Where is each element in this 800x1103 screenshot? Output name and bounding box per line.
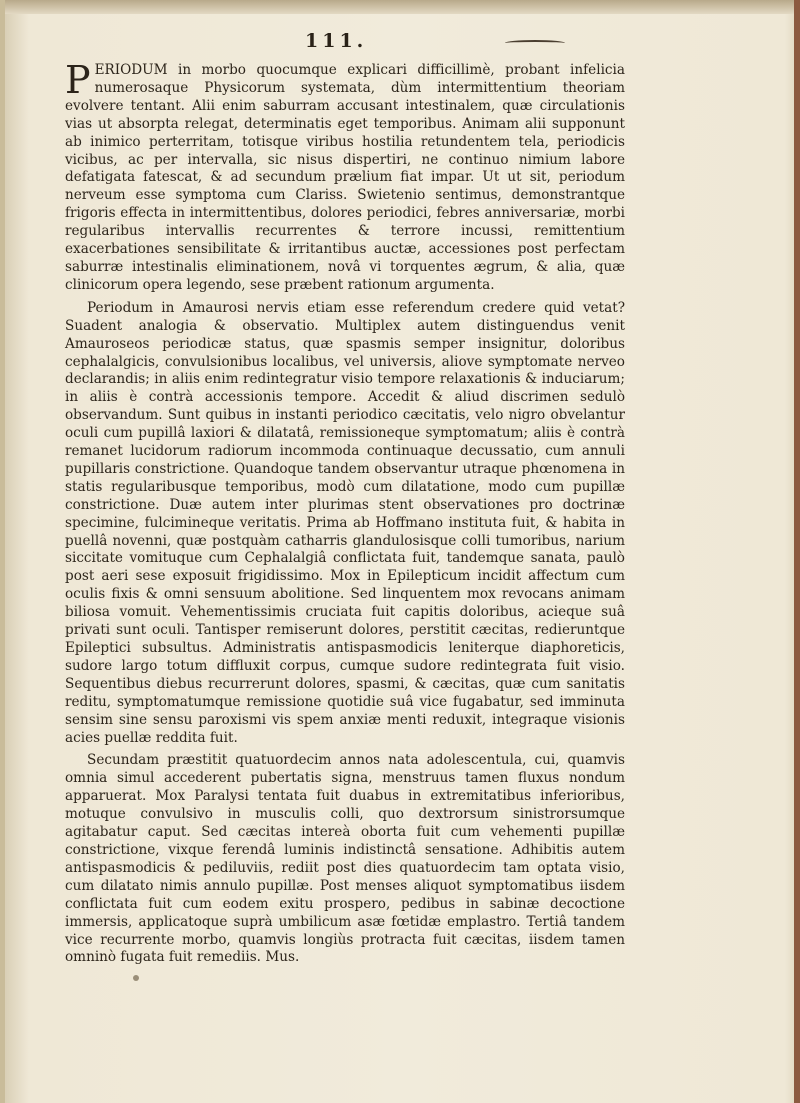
paragraph-1-head: ERIODUM — [94, 62, 168, 78]
drop-capital: P — [65, 58, 91, 102]
paragraph-2: Periodum in Amaurosi nervis etiam esse referendum credere quid vetat? Suadent analogia & observatio. Multiplex autem distinguendus venit Amauroseos periodicæ status, quæ spasmis semper insignitur, doloribus cephalalgicis, convulsionibus localibus, vel universis, aliove symptomate nerveo declarandis; in aliis enim redintegratur visio tempore relaxationis & induciarum; in aliis è contrà accessionis tempore. Accedit & aliud discrimen sedulò observandum. Sunt quibus in instanti periodico cæcitatis, velo nigro obvelantur oculi cum pupillâ laxiori & dilatatâ, remissioneque symptomatum; aliis è contrà remanet lucidorum radiorum incommoda continuaque decussatio, cum annuli pupillaris constrictione. Quandoque tandem observantur utraque phœnomena in statis regularibusque temporibus, modò cum dilatatione, modo cum pupillæ constrictione. Duæ autem inter plurimas stent observationes pro doctrinæ specimine, fulcimineque veritatis. Prima ab Hoffmano instituta fuit, & habita in puellâ novenni, quæ postquàm catharris glandulosisque colli tumoribus, narium siccitate vomituque cum Cephalalgiâ conflictata fuit, tandemque sanata, paulò post aeri sese exposuit frigidissimo. Mox in Epilepticum incidit affectum cum oculis fixis & omni sensuum abolitione. Sed linquentem mox revocans animam biliosa vomuit. Vehementissimis cruciata fuit capitis doloribus, acieque suâ privati sunt oculi. Tantisper remiserunt dolores, perstitit cæcitas, redieruntque Epileptici subsultus. Administratis antispasmodicis leniterque diaphoreticis, sudore largo totum diffluxit corpus, cumque sudore redintegrata fuit visio. Sequentibus diebus recurrerunt dolores, spasmi, & cæcitas, quæ cum sanitatis reditu, symptomatumque remissione quotidie suâ vice fugabatur, sed imminuta sensim sine sensu paroxismi vis spem anxiæ menti reduxit, integraque visionis acies puellæ reddita fuit. — [65, 299, 625, 746]
page-number: 111. — [305, 30, 368, 52]
page-top-edge — [5, 0, 800, 14]
paper-stain — [133, 975, 139, 981]
header-ornament — [505, 40, 565, 46]
paragraph-1-body: in morbo quocumque explicari difficillimè, probant infelicia numerosaque Physicorum systemata, dùm intermittentium theoriam evolvere tentant. Alii enim saburram accusant intestinalem, quæ circulationis vias ut absorpta relegat, determinatis eget temporibus. Animam alii supponunt ab inimico perterritam, totisque viribus hostilia retundentem tela, periodicis vicibus, ac per intervalla, sic nisus dispertiri, ne continuo nimium labore defatigata fatescat, & ad secundum prælium fiat impar. Ut ut sit, periodum nerveum esse symptoma cum Clariss. Swietenio sentimus, demonstrantque frigoris effecta in intermittentibus, dolores periodici, febres anniversariæ, morbi regularibus intervallis recurrentes & terrore incussi, remittentium exacerbationes sensibilitate & irritantibus auctæ, accessiones post perfectam saburræ intestinalis eliminationem, novâ vi torquentes ægrum, & alia, quæ clinicorum opera legendo, sese præbent rationum argumenta. — [65, 62, 625, 293]
book-binding-edge — [794, 0, 800, 1103]
paragraph-1 — [65, 58, 625, 295]
main-text — [65, 58, 625, 972]
paragraph-3: Secundam præstitit quatuordecim annos nata adolescentula, cui, quamvis omnia simul accederent pubertatis signa, menstruus tamen fluxus nondum apparuerat. Mox Paralysi tentata fuit duabus in extremitatibus inferioribus, motuque convulsivo in musculis colli, quo dextrorsum sinistrorsumque agitabatur caput. Sed cæcitas intereà oborta fuit cum vehementi pupillæ constrictione, vixque ferendâ luminis indistinctâ sensatione. Adhibitis autem antispasmodicis & pediluviis, rediit post dies quatuordecim tam optata visio, cum dilatato nimis annulo pupillæ. Post menses aliquot symptomatibus iisdem conflictata fuit cum eodem exitu prospero, pedibus in sabinæ decoctione immersis, applicatoque suprà umbilicum asæ fœtidæ emplastro. Tertiâ tandem vice recurrente morbo, quamvis longiùs protracta fuit cæcitas, iisdem tamen omninò fugata fuit remediis. Mus. — [65, 752, 625, 966]
